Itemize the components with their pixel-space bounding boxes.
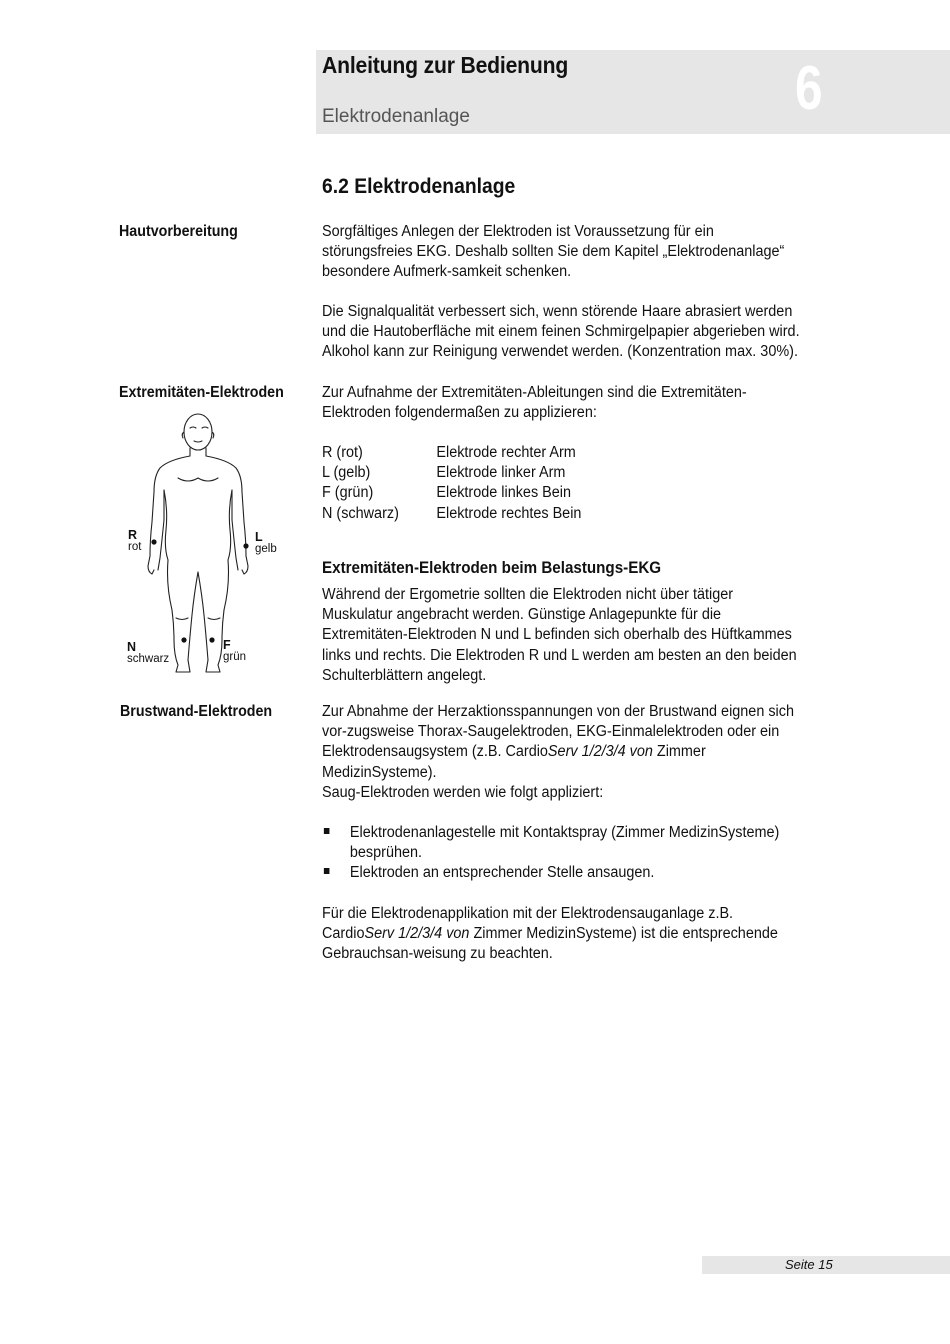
paragraph-intro: Sorgfältiges Anlegen der Elektroden ist Voraussetzung für ein störungsfreies EKG. Deshalb sollten Sie dem Kapitel „Elektrodenanlage“ besondere Aufmerk-samkeit schenken. — [322, 223, 785, 281]
electrode-dot-f — [209, 637, 214, 642]
text-span: Zimmer MedizinSysteme). — [322, 743, 706, 781]
label-f — [223, 640, 246, 663]
paragraph-chest-intro — [322, 702, 806, 783]
bullet-square-icon — [322, 863, 350, 883]
electrode-row — [322, 463, 581, 483]
electrode-value: Elektrode rechtes Bein — [436, 504, 582, 522]
electrode-dot-r — [151, 539, 156, 544]
side-label-chest-electrodes: Brustwand-Elektroden — [120, 703, 273, 720]
page-number: Seite 15 — [785, 1257, 833, 1272]
list-item — [322, 823, 806, 863]
text-span-italic: Serv 1/2/3/4 von — [364, 925, 470, 943]
text-span-italic: Serv 1/2/3/4 von — [547, 743, 653, 761]
label-r-letter: R — [128, 528, 138, 542]
electrode-key: R (rot) — [322, 444, 363, 461]
electrode-value: Elektrode linker Arm — [436, 464, 566, 482]
label-f-letter: F — [223, 638, 231, 652]
electrode-key: F (grün) — [322, 484, 374, 502]
text-span: Für die Elektrodenapplikation mit der Elektrodensauganlage z.B. Cardio — [322, 905, 734, 943]
paragraph-signal-quality: Die Signalqualität verbessert sich, wenn störende Haare abrasiert werden und die Hautoberfläche mit einem feinen Schmirgelpapier abgerieben wird. Alkohol kann zur Reinigung verwendet werden. (Konzentration max. 30%). — [322, 303, 800, 361]
side-label-limb-electrodes: Extremitäten-Elektroden — [119, 384, 284, 401]
label-n-letter: N — [127, 640, 137, 654]
paragraph-suction-intro: Saug-Elektroden werden wie folgt appliziert: — [322, 784, 604, 801]
electrode-key: L (gelb) — [322, 464, 371, 482]
label-l-color: gelb — [255, 543, 277, 555]
electrode-dot-n — [181, 637, 186, 642]
electrode-table — [322, 443, 581, 524]
bullet-square-icon — [322, 823, 350, 863]
paragraph-instructions — [322, 904, 806, 965]
label-l — [255, 532, 277, 555]
electrode-row — [322, 504, 581, 524]
label-n — [127, 642, 169, 665]
side-label-skin-prep: Hautvorbereitung — [119, 223, 238, 240]
section-title: 6.2 Elektrodenanlage — [322, 175, 516, 198]
subheading-stress-ecg: Extremitäten-Elektroden beim Belastungs-EKG — [322, 559, 662, 577]
paragraph-limb-intro: Zur Aufnahme der Extremitäten-Ableitungen sind die Extremitäten-Elektroden folgendermaßen zu applizieren: — [322, 384, 747, 422]
paragraph-stress-ecg: Während der Ergometrie sollten die Elektroden nicht über tätiger Muskulatur angebracht werden. Günstige Anlagepunkte für die Extremitäten-Elektroden N und L befinden sich oberhalb des Hüftkammes links und rechts. Die Elektroden R und L werden am besten an den beiden Schulterblättern angelegt. — [322, 586, 797, 684]
electrode-row — [322, 483, 581, 503]
body-electrode-figure — [118, 410, 298, 680]
label-r — [128, 530, 141, 553]
text-span: Zur Abnahme der Herzaktionsspannungen von der Brustwand eignen sich vor-zugsweise Thorax-Saugelektroden, EKG-Einmalelektroden oder ein Elektrodensaugsystem (z.B. Cardio — [322, 703, 794, 761]
list-item-text: Elektrodenanlagestelle mit Kontaktspray (Zimmer MedizinSysteme) besprühen. — [349, 824, 780, 862]
electrode-value: Elektrode rechter Arm — [436, 444, 576, 461]
text-span: Zimmer MedizinSysteme) ist die entsprechende Gebrauchsan-weisung zu beachten. — [322, 925, 778, 963]
page-subtitle: Elektrodenanlage — [322, 106, 470, 127]
list-item-text: Elektroden an entsprechender Stelle ansaugen. — [349, 864, 655, 882]
electrode-key: N (schwarz) — [322, 504, 399, 522]
chapter-number: 6 — [795, 54, 823, 123]
label-f-color: grün — [223, 651, 247, 663]
list-item — [322, 863, 806, 883]
bullet-list — [322, 823, 806, 884]
page-title: Anleitung zur Bedienung — [322, 52, 569, 78]
electrode-value: Elektrode linkes Bein — [436, 484, 572, 502]
label-r-color: rot — [128, 541, 142, 553]
label-l-letter: L — [255, 530, 263, 544]
electrode-dot-l — [243, 543, 248, 548]
electrode-row — [322, 443, 581, 463]
label-n-color: schwarz — [127, 653, 170, 665]
